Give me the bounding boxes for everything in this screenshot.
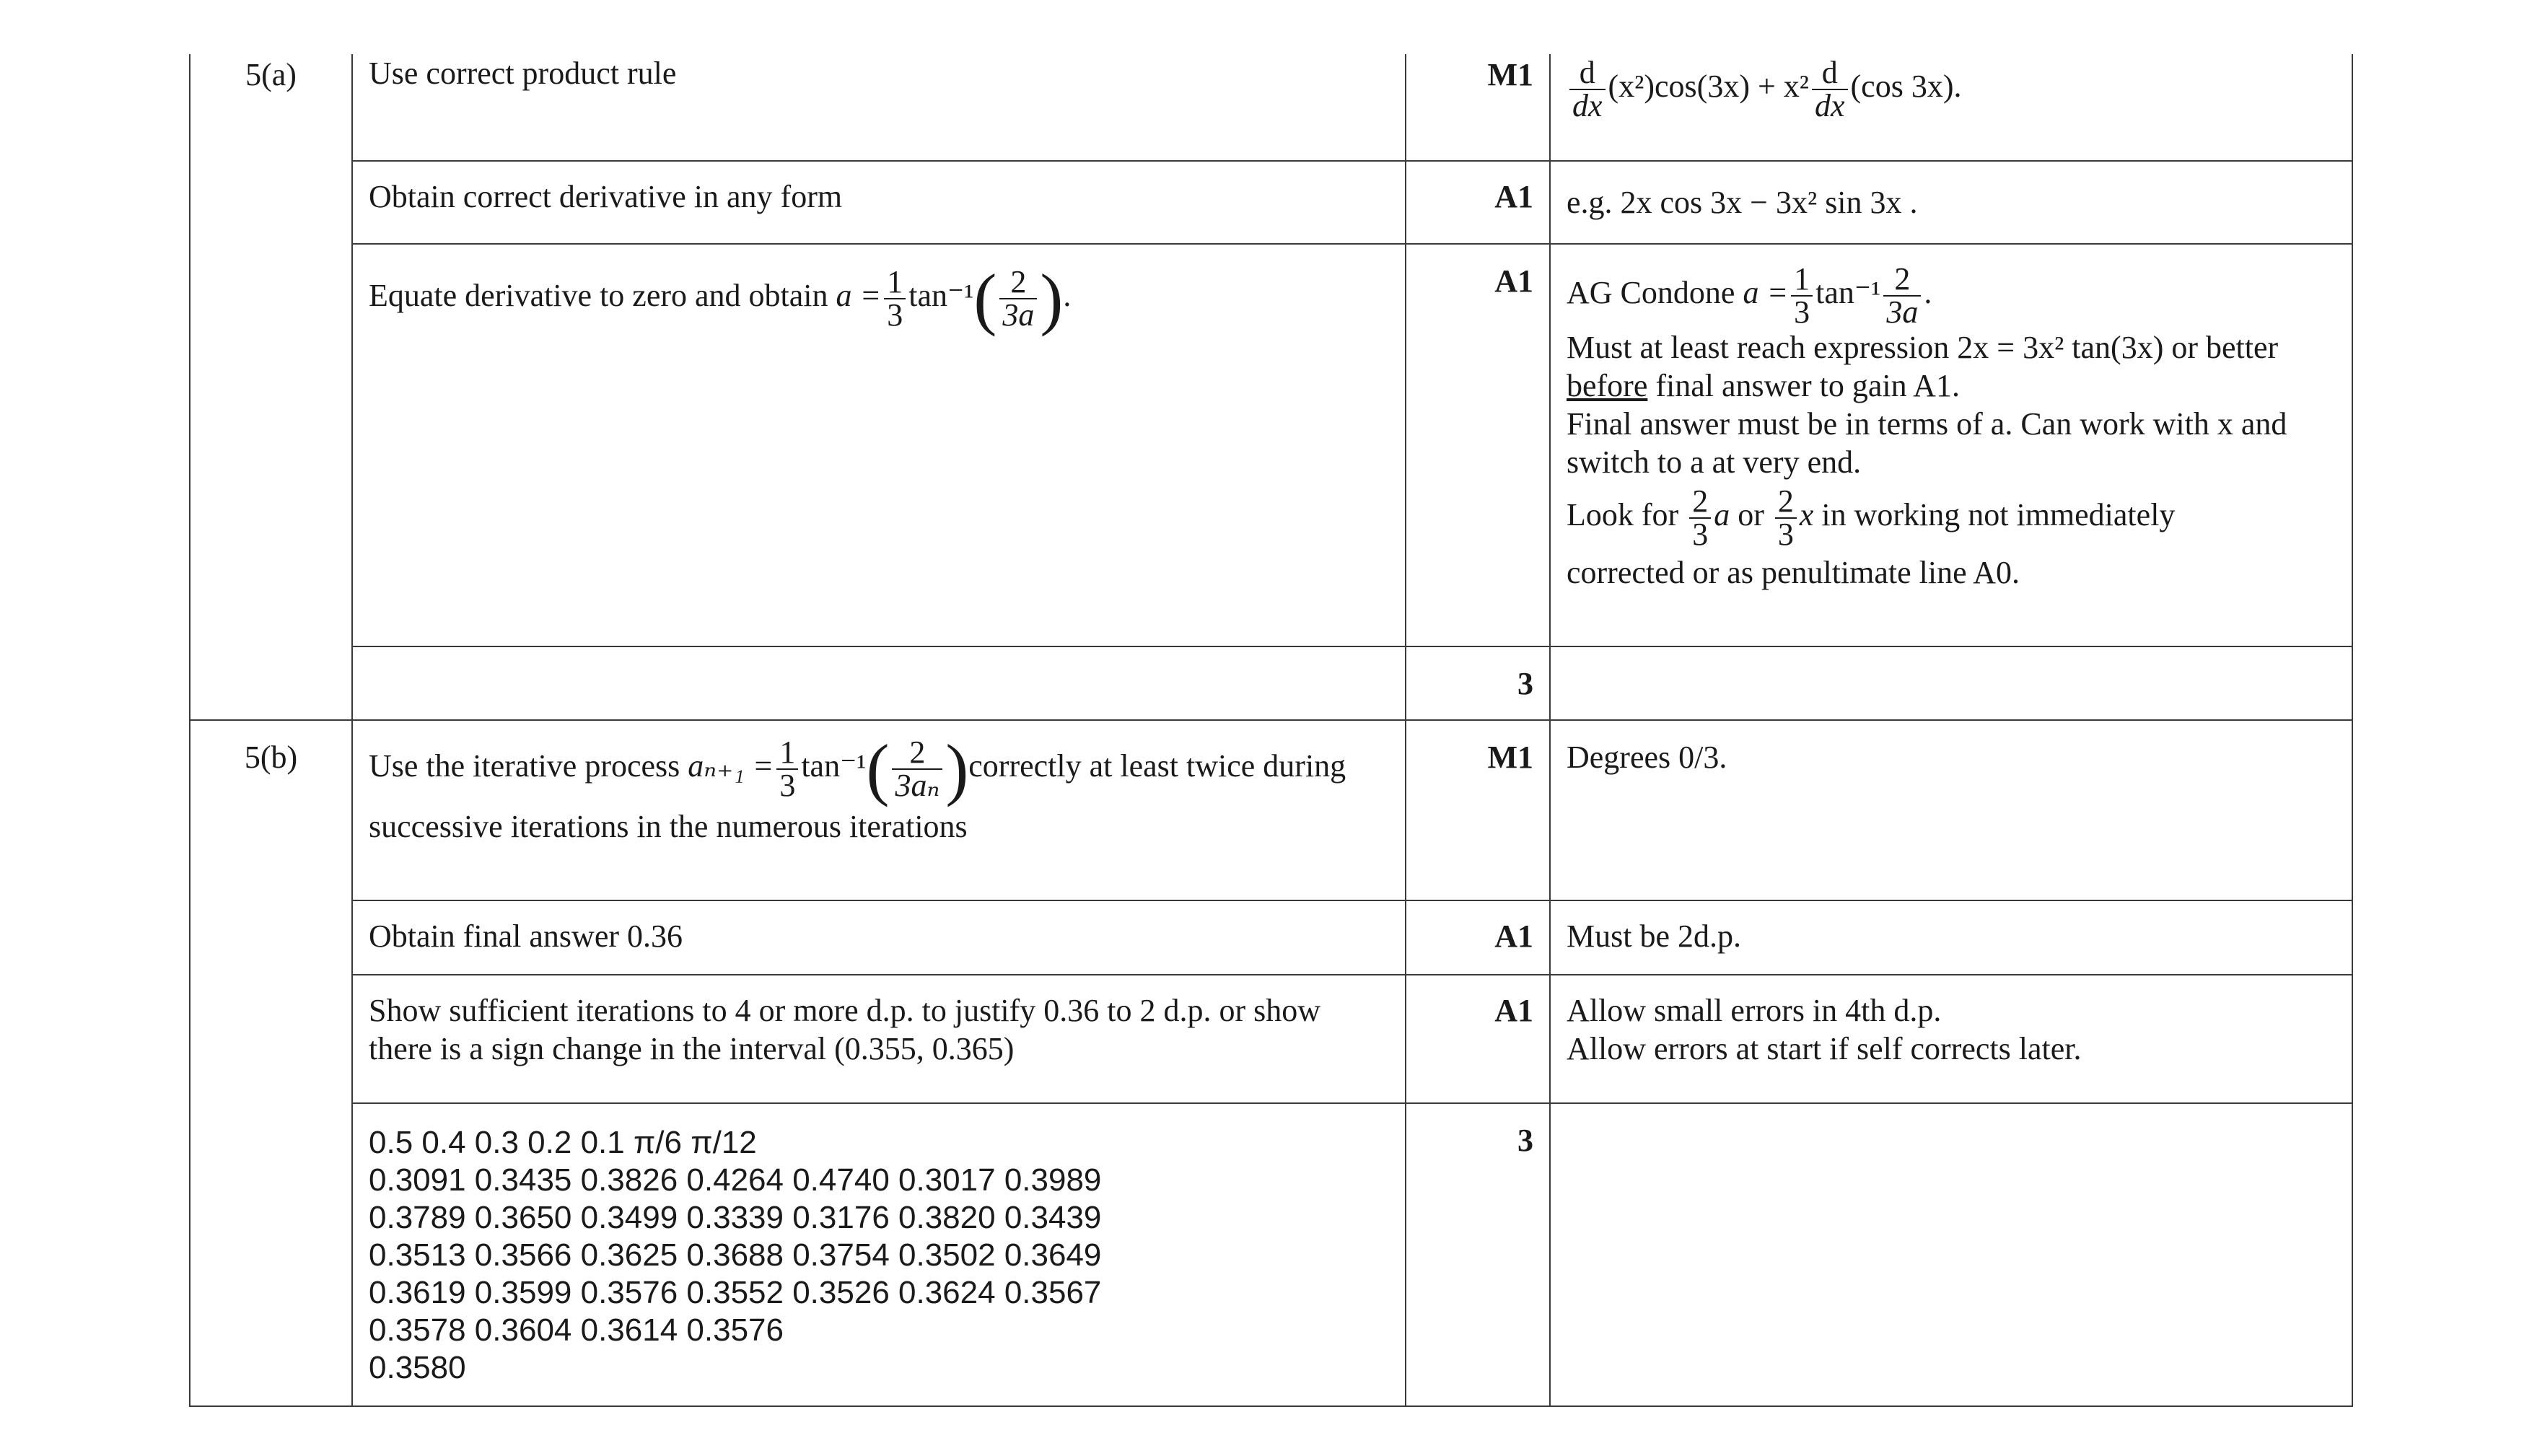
total-mark: 3 (1517, 666, 1533, 701)
iteration-line: 0.3578 0.3604 0.3614 0.3576 (369, 1312, 784, 1348)
answer-cell (352, 161, 1406, 244)
iteration-line: 0.3580 (369, 1350, 466, 1385)
mark-cell (1406, 646, 1550, 720)
row-5a-equate (190, 244, 2352, 646)
answer-iterative: Use the iterative process aₙ₊₁ = $\frac{1}{3}$ tan⁻¹( $\frac{2}{\text{3aₙ}}$ )correctly at least twice during (369, 730, 1346, 807)
question-number: 5(a) (245, 57, 297, 92)
row-5a-derivative (190, 161, 2352, 244)
mark-cell (1406, 54, 1550, 161)
mark-cell (1406, 900, 1550, 975)
guidance-condone: AG Condone a = $\frac{1}{3}$ tan⁻¹ $\frac{2}{3a}$ . (1567, 261, 1932, 330)
guidance-line2: Allow errors at start if self corrects later. (1567, 1031, 2082, 1066)
iteration-line: 0.5 0.4 0.3 0.2 0.1 π/6 π/12 (369, 1125, 757, 1160)
answer-equate: Equate derivative to zero and obtain a = $\frac{1}{3}$ tan⁻¹( $\frac{2}{3a}$ ). (369, 260, 1072, 337)
guidance-cell (1550, 54, 2352, 161)
mark-cell (1406, 975, 1550, 1103)
row-5a-product-rule (190, 54, 2352, 161)
guidance-line5: switch to a at very end. (1567, 444, 1862, 480)
guidance-line7: corrected or as penultimate line A0. (1567, 555, 2020, 590)
answer-text: Obtain correct derivative in any form (369, 179, 843, 214)
guidance-cell (1550, 646, 2352, 720)
guidance-cell (1550, 1103, 2352, 1406)
guidance-line2: Must at least reach expression 2x = 3x² tan(3x) or better (1567, 330, 2279, 365)
mark-cell (1406, 1103, 1550, 1406)
mark-cell (1406, 720, 1550, 900)
row-5b-iterative (190, 720, 2352, 900)
mark: A1 (1494, 179, 1533, 214)
guidance-cell (1550, 244, 2352, 646)
answer-cell (352, 720, 1406, 900)
answer-cell (352, 975, 1406, 1103)
fraction-d-dx-2: $\frac{d}{dx}$ (1812, 57, 1848, 122)
guidance-cell (1550, 720, 2352, 900)
total-mark: 3 (1517, 1123, 1533, 1158)
guidance-term2: (cos 3x). (1850, 69, 1962, 105)
guidance-line4: Final answer must be in terms of a. Can work with x and (1567, 406, 2287, 442)
row-5b-iterations-table (190, 1103, 2352, 1406)
guidance-cell (1550, 900, 2352, 975)
mark-scheme-table (189, 54, 2353, 1407)
mark: A1 (1494, 918, 1533, 954)
guidance-cell (1550, 161, 2352, 244)
mark: M1 (1487, 57, 1533, 92)
answer-text: Obtain final answer 0.36 (369, 918, 683, 954)
guidance-line1: Allow small errors in 4th d.p. (1567, 993, 1942, 1028)
question-number-cell (190, 720, 352, 1406)
answer-iterative-line2: successive iterations in the numerous iterations (369, 809, 968, 844)
answer-cell (352, 900, 1406, 975)
guidance-look-for: Look for $\frac{2}{3}$ a or $\frac{2}{3}$ x in working not immediately (1567, 483, 2176, 552)
guidance-formula (1567, 57, 1962, 122)
mark: A1 (1494, 263, 1533, 299)
answer-text: Use correct product rule (369, 56, 677, 91)
mark-cell (1406, 161, 1550, 244)
iteration-values (369, 1104, 1389, 1387)
question-number: 5(b) (244, 740, 298, 775)
guidance-term1: (x²)cos(3x) + x² (1608, 69, 1809, 105)
iteration-line: 0.3789 0.3650 0.3499 0.3339 0.3176 0.3820 0.3439 (369, 1200, 1102, 1235)
row-5b-sufficient-iterations (190, 975, 2352, 1103)
iteration-line: 0.3091 0.3435 0.3826 0.4264 0.4740 0.3017 0.3989 (369, 1162, 1102, 1198)
answer-cell (352, 244, 1406, 646)
mark: A1 (1494, 993, 1533, 1028)
guidance-text: Degrees 0/3. (1567, 740, 1727, 775)
answer-cell (352, 54, 1406, 161)
guidance-line3: before final answer to gain A1. (1567, 368, 1960, 403)
question-number-cell (190, 54, 352, 720)
row-5b-final-answer (190, 900, 2352, 975)
guidance-text: e.g. 2x cos 3x − 3x² sin 3x . (1567, 185, 1918, 220)
answer-cell (352, 646, 1406, 720)
iteration-line: 0.3513 0.3566 0.3625 0.3688 0.3754 0.3502 0.3649 (369, 1237, 1102, 1273)
answer-line1: Show sufficient iterations to 4 or more d.p. to justify 0.36 to 2 d.p. or show (369, 993, 1321, 1028)
answer-line2: there is a sign change in the interval (0.355, 0.365) (369, 1031, 1015, 1066)
guidance-cell (1550, 975, 2352, 1103)
guidance-text: Must be 2d.p. (1567, 918, 1741, 954)
fraction-d-dx: $\frac{d}{dx}$ (1569, 57, 1606, 122)
iteration-line: 0.3619 0.3599 0.3576 0.3552 0.3526 0.3624 0.3567 (369, 1275, 1102, 1310)
mark: M1 (1487, 740, 1533, 775)
answer-cell (352, 1103, 1406, 1406)
row-5a-total (190, 646, 2352, 720)
mark-cell (1406, 244, 1550, 646)
